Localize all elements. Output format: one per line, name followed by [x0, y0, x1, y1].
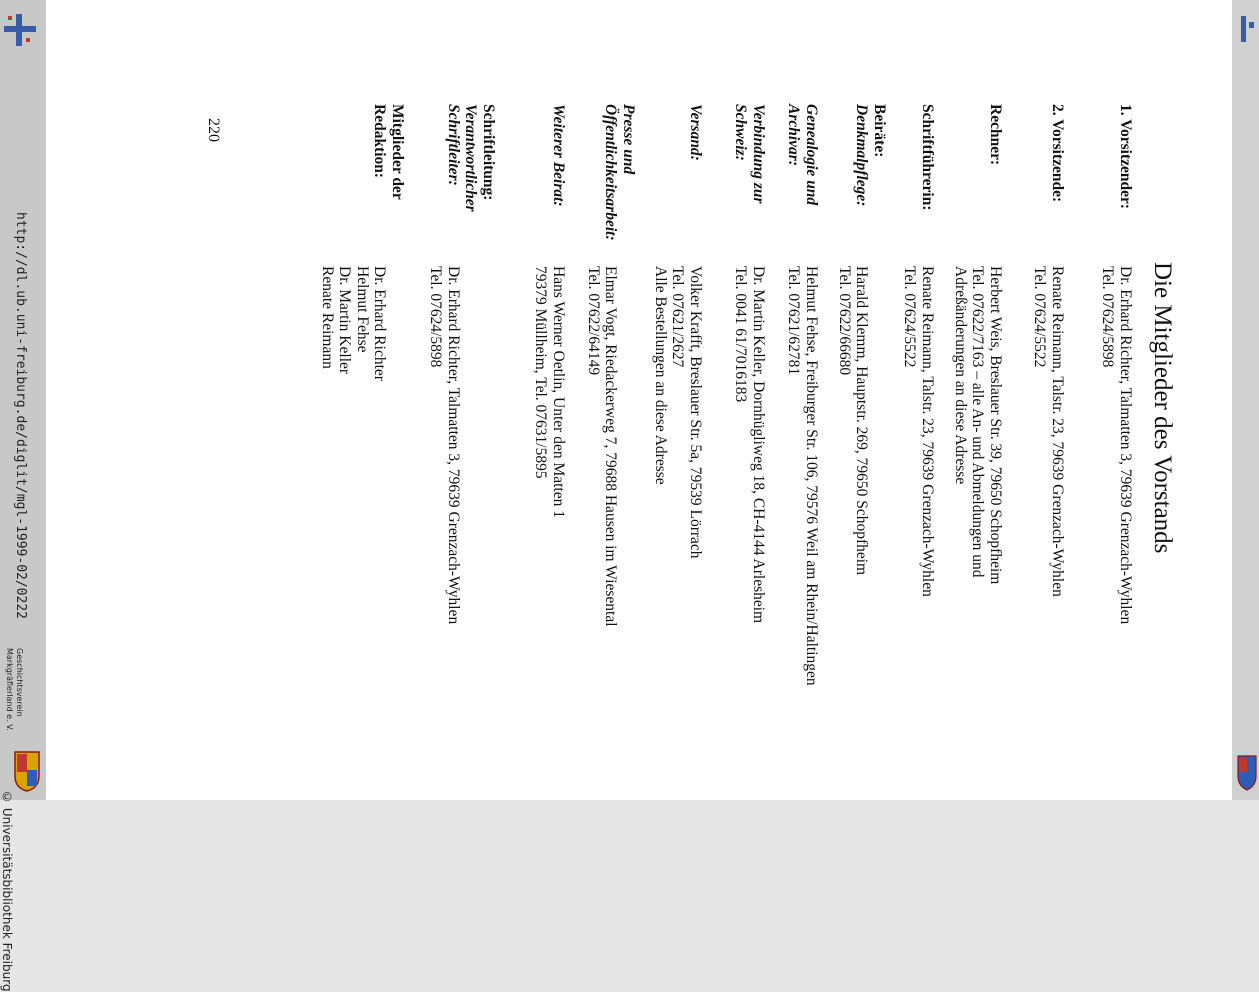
entry-label: Schriftführerin:	[919, 104, 936, 211]
entry-value: Dr. Erhard Richter Helmut Fehse Dr. Martin Keller Renate Reimann	[319, 266, 389, 381]
entry-label: Genealogie und Archivar:	[785, 104, 820, 206]
entry-label: Rechner:	[987, 104, 1004, 166]
library-logo-icon	[2, 10, 38, 50]
coat-of-arms-icon	[13, 750, 41, 792]
entry-label: 2. Vorsitzende:	[1049, 104, 1066, 203]
rotated-page-content	[46, 0, 1232, 800]
entry-value: Renate Reimann, Talstr. 23, 79639 Grenzach-Wyhlen Tel. 07624/5522	[1031, 266, 1066, 597]
entry-label: Beiräte: Denkmalpflege:	[853, 104, 888, 207]
coat-of-arms-icon	[1236, 752, 1258, 792]
viewer-left-margin	[0, 0, 46, 992]
document-url[interactable]: http://dl.ub.uni-freiburg.de/diglit/mgl-1999-02/0222	[13, 212, 28, 619]
entry-label: Schriftleitung: Verantwortlicher Schriftleiter:	[445, 104, 497, 212]
entry-value: Dr. Martin Keller, Dornhügliweg 18, CH-4144 Arlesheim Tel. 0041 61/7016183	[732, 266, 767, 624]
entry-label: Mitglieder der Redaktion:	[371, 104, 406, 200]
entry-value: Dr. Erhard Richter, Talmatten 3, 79639 Grenzach-Wyhlen Tel. 07624/5898	[427, 266, 462, 625]
entry-label: Verbindung zur Schweiz:	[732, 104, 767, 204]
entry-value: Elmar Vogt, Riedackerweg 7, 79688 Hausen im Wiesental Tel. 07622/64149	[585, 266, 620, 627]
library-logo-icon	[1237, 14, 1257, 44]
document-page	[46, 0, 1232, 800]
entry-value: Hans Werner Oetlin, Unter den Matten 1 79379 Müllheim, Tel. 07631/5895	[532, 266, 567, 518]
entry-value: Harald Klemm, Hauptstr. 269, 79650 Schopfheim Tel. 07622/66680	[836, 266, 871, 576]
entry-value: Volker Krafft, Breslauer Str. 5a, 79539 Lörrach Tel. 07621/2627 Alle Bestellungen an diese Adresse	[652, 266, 704, 559]
copyright-notice: © Universitätsbibliothek Freiburg	[0, 790, 14, 992]
entry-label: Weiterer Beirat:	[550, 104, 567, 207]
society-line-2: Markgräflerland e. V.	[5, 648, 14, 732]
page-title: Die Mitglieder des Vorstands	[1149, 262, 1176, 554]
entry-value: Dr. Erhard Richter, Talmatten 3, 79639 Grenzach-Wyhlen Tel. 07624/5898	[1099, 266, 1134, 625]
entry-label: Presse und Öffentlichkeitsarbeit:	[602, 104, 637, 241]
society-line-1: Geschichtsverein	[15, 648, 24, 717]
viewer-right-margin	[1232, 0, 1259, 800]
entry-value: Herbert Weis, Breslauer Str. 39, 79650 Schopfheim Tel. 07622/7163 – alle An- und Abmeldungen und Adreßänderungen an diese Adresse	[952, 266, 1004, 585]
society-name	[4, 648, 24, 731]
entry-label: Versand:	[687, 104, 704, 161]
page-number: 220	[205, 118, 222, 142]
entry-value: Renate Reimann, Talstr. 23, 79639 Grenzach-Wyhlen Tel. 07624/5522	[901, 266, 936, 597]
entry-label: 1. Vorsitzender:	[1117, 104, 1134, 210]
entry-value: Helmut Fehse, Freiburger Str. 106, 79576 Weil am Rhein/Haltingen Tel. 07621/62781	[785, 266, 820, 686]
